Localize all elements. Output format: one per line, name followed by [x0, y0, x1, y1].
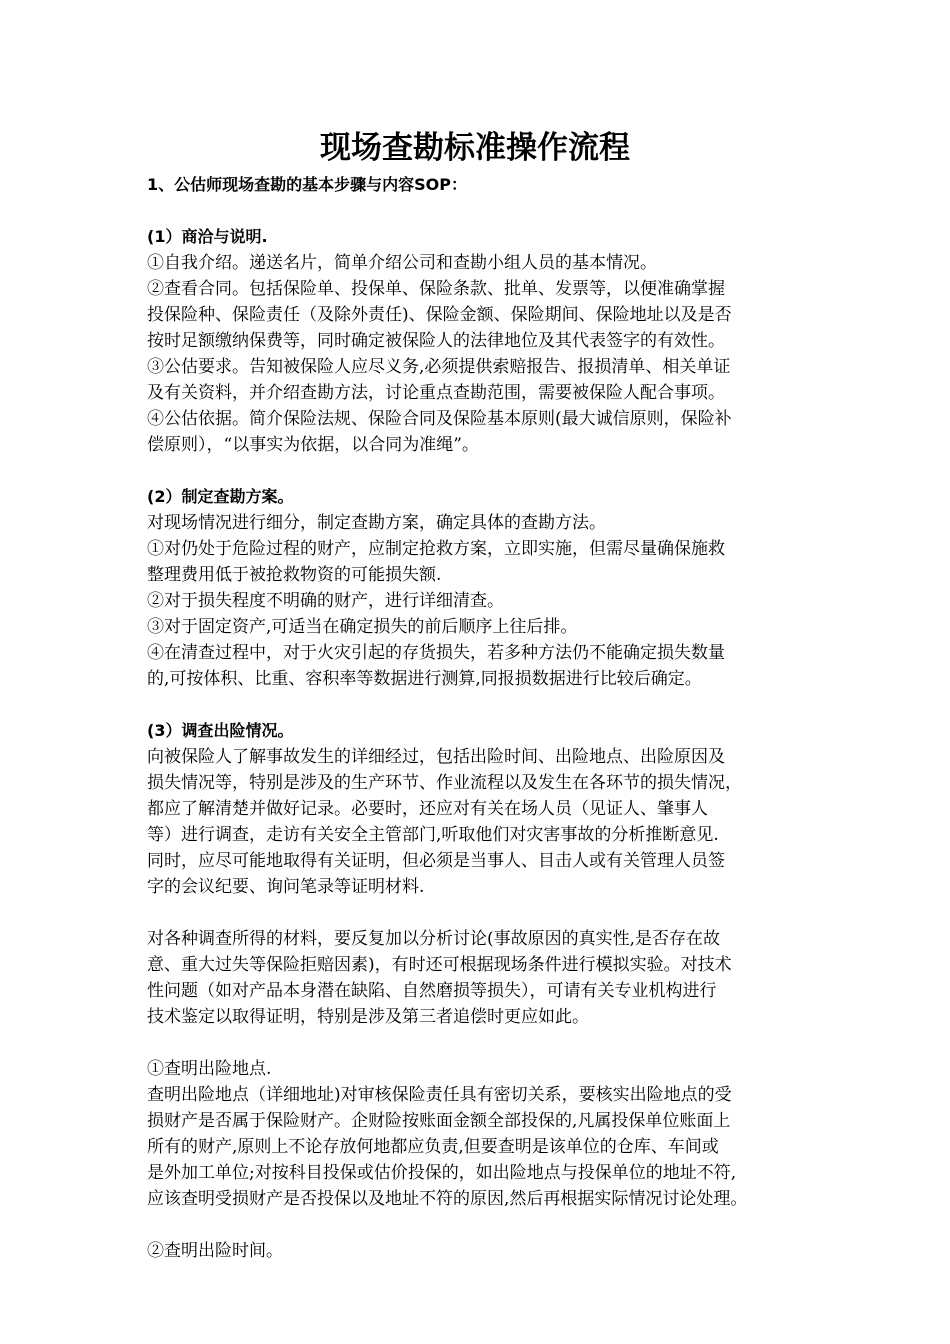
paragraph-line: 对现场情况进行细分，制定查勘方案，确定具体的查勘方法。	[147, 513, 606, 533]
paragraph-line: 都应了解清楚并做好记录。必要时，还应对有关在场人员（见证人、肇事人	[147, 799, 708, 819]
paragraph-line: 对各种调查所得的材料，要反复加以分析讨论(事故原因的真实性,是否存在故	[147, 929, 721, 949]
blank-line	[147, 1212, 827, 1238]
blank-line	[147, 900, 827, 926]
location-subheading: ①查明出险地点.	[147, 1059, 272, 1079]
document-body	[147, 172, 827, 1264]
paragraph-line: 应该查明受损财产是否投保以及地址不符的原因,然后再根据实际情况讨论处理。	[147, 1189, 748, 1209]
section-heading: 1、公估师现场查勘的基本步骤与内容SOP：	[147, 175, 467, 194]
paragraph-line: ①自我介绍。递送名片，简单介绍公司和查勘小组人员的基本情况。	[147, 253, 657, 273]
paragraph-line: 等）进行调查，走访有关安全主管部门,听取他们对灾害事故的分析推断意见.	[147, 825, 719, 845]
step1-heading: (1）商洽与说明.	[147, 227, 268, 246]
blank-line	[147, 1030, 827, 1056]
paragraph-line: 的,可按体积、比重、容积率等数据进行测算,同报损数据进行比较后确定。	[147, 669, 702, 689]
paragraph-line: 所有的财产,原则上不论存放何地都应负责,但要查明是该单位的仓库、车间或	[147, 1137, 719, 1157]
paragraph-line: 意、重大过失等保险拒赔因素)，有时还可根据现场条件进行模拟实验。对技术	[147, 955, 732, 975]
paragraph-line: ③公估要求。告知被保险人应尽义务,必须提供索赔报告、报损清单、相关单证	[147, 357, 731, 377]
paragraph-line: 性问题（如对产品本身潜在缺陷、自然磨损等损失），可请有关专业机构进行	[147, 981, 717, 1001]
paragraph-line: 查明出险地点（详细地址)对审核保险责任具有密切关系，要核实出险地点的受	[147, 1085, 732, 1105]
paragraph-line: 是外加工单位;对按科目投保或估价投保的，如出险地点与投保单位的地址不符,	[147, 1163, 737, 1183]
paragraph-line: 偿原则），“以事实为依据，以合同为准绳”。	[147, 435, 479, 455]
paragraph-line: ②查看合同。包括保险单、投保单、保险条款、批单、发票等，以便准确掌握	[147, 279, 725, 299]
paragraph-line: 按时足额缴纳保费等，同时确定被保险人的法律地位及其代表签字的有效性。	[147, 331, 725, 351]
paragraph-line: 整理费用低于被抢救物资的可能损失额.	[147, 565, 442, 585]
paragraph-line: 及有关资料，并介绍查勘方法，讨论重点查勘范围，需要被保险人配合事项。	[147, 383, 725, 403]
blank-line	[147, 198, 827, 224]
paragraph-line: 同时，应尽可能地取得有关证明，但必须是当事人、目击人或有关管理人员签	[147, 851, 725, 871]
paragraph-line: ④公估依据。简介保险法规、保险合同及保险基本原则(最大诚信原则，保险补	[147, 409, 732, 429]
paragraph-line: ①对仍处于危险过程的财产，应制定抢救方案，立即实施，但需尽量确保施救	[147, 539, 725, 559]
paragraph-line: 投保险种、保险责任（及除外责任)、保险金额、保险期间、保险地址以及是否	[147, 305, 732, 325]
blank-line	[147, 458, 827, 484]
paragraph-line: ③对于固定资产,可适当在确定损失的前后顺序上往后排。	[147, 617, 578, 637]
paragraph-line: 损财产是否属于保险财产。企财险按账面金额全部投保的,凡属投保单位账面上	[147, 1111, 731, 1131]
paragraph-line: ②对于损失程度不明确的财产，进行详细清查。	[147, 591, 504, 611]
blank-line	[147, 692, 827, 718]
document-title: 现场查勘标准操作流程	[320, 130, 630, 166]
paragraph-line: 向被保险人了解事故发生的详细经过，包括出险时间、出险地点、出险原因及	[147, 747, 725, 767]
time-subheading: ②查明出险时间。	[147, 1241, 283, 1261]
paragraph-line: 字的会议纪要、询问笔录等证明材料.	[147, 877, 425, 897]
paragraph-line: 技术鉴定以取得证明，特别是涉及第三者追偿时更应如此。	[147, 1007, 589, 1027]
paragraph-line: ④在清查过程中，对于火灾引起的存货损失，若多种方法仍不能确定损失数量	[147, 643, 725, 663]
paragraph-line: 损失情况等，特别是涉及的生产环节、作业流程以及发生在各环节的损失情况，	[147, 773, 742, 793]
step2-heading: (2）制定查勘方案。	[147, 487, 294, 506]
step3-heading: (3）调查出险情况。	[147, 721, 294, 740]
